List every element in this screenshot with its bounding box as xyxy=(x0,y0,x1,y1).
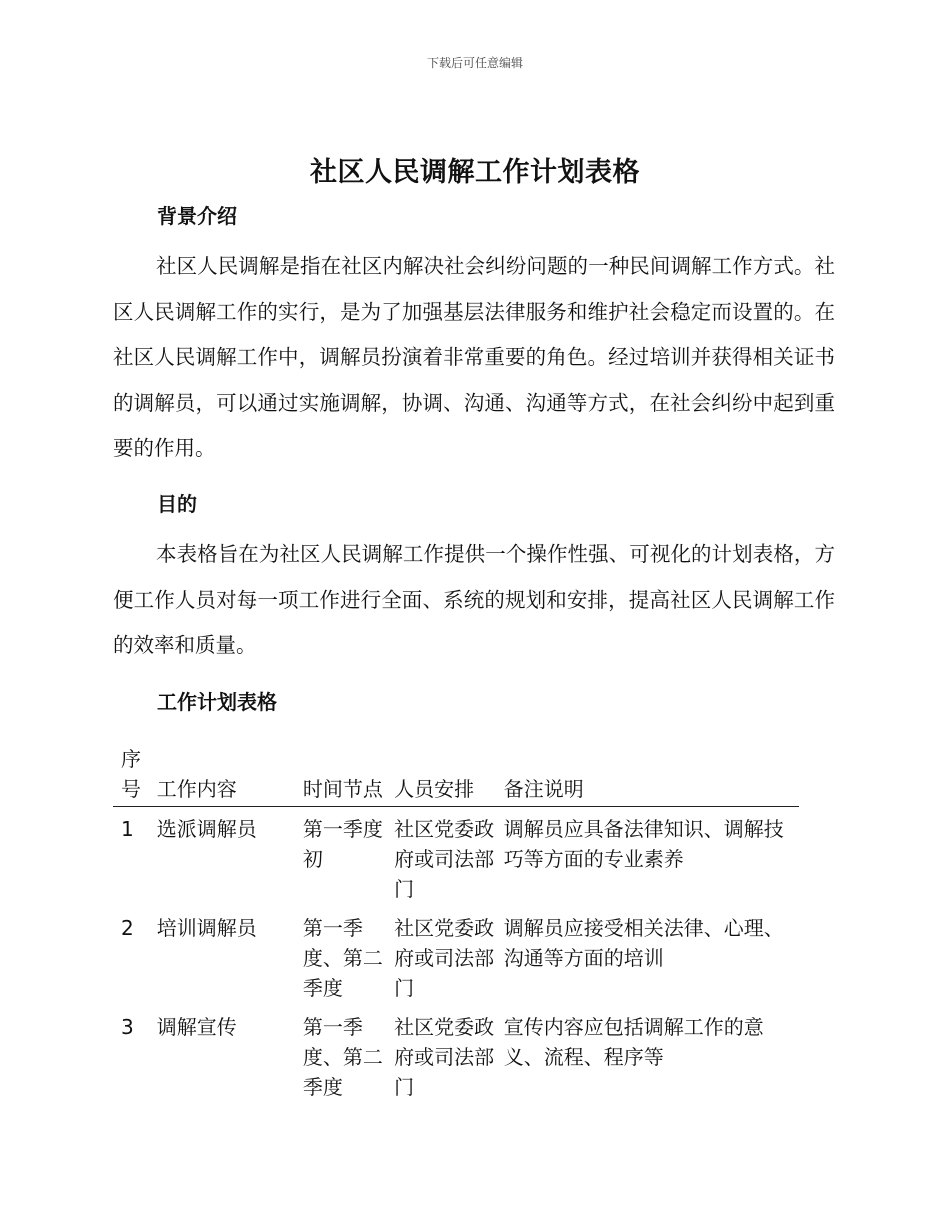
row-no: 2 xyxy=(121,916,134,940)
work-plan-table xyxy=(113,738,799,1104)
header-no: 序号 xyxy=(113,738,157,807)
row-time: 第一季度初 xyxy=(302,817,383,871)
table-header-row xyxy=(113,738,799,807)
document-title: 社区人民调解工作计划表格 xyxy=(310,157,640,188)
background-paragraph: 社区人民调解是指在社区内解决社会纠纷问题的一种民间调解工作方式。社区人民调解工作的实行，是为了加强基层法律服务和维护社会稳定而设置的。在社区人民调解工作中，调解员扮演着非常重要的角色。经过培训并获得相关证书的调解员，可以通过实施调解，协调、沟通、沟通等方式，在社会纠纷中起到重要的作用。 xyxy=(113,254,835,460)
header-note: 备注说明 xyxy=(504,738,799,807)
row-time: 第一季度、第二季度 xyxy=(302,916,383,1000)
row-no: 3 xyxy=(121,1015,134,1039)
row-note: 调解员应接受相关法律、心理、沟通等方面的培训 xyxy=(503,916,784,970)
header-item: 工作内容 xyxy=(157,738,303,807)
plan-heading: 工作计划表格 xyxy=(157,690,277,714)
header-note: 下载后可任意编辑 xyxy=(426,56,523,70)
row-item: 培训调解员 xyxy=(156,916,257,940)
row-staff: 社区党委政府或司法部门 xyxy=(394,916,495,1000)
purpose-heading: 目的 xyxy=(157,492,197,516)
row-note: 宣传内容应包括调解工作的意义、流程、程序等 xyxy=(503,1015,764,1069)
row-note: 调解员应具备法律知识、调解技巧等方面的专业素养 xyxy=(503,817,784,871)
row-staff: 社区党委政府或司法部门 xyxy=(394,817,495,901)
background-heading: 背景介绍 xyxy=(157,204,237,228)
row-staff: 社区党委政府或司法部门 xyxy=(394,1015,495,1099)
purpose-paragraph: 本表格旨在为社区人民调解工作提供一个操作性强、可视化的计划表格，方便工作人员对每一项工作进行全面、系统的规划和安排，提高社区人民调解工作的效率和质量。 xyxy=(113,542,835,657)
table-row xyxy=(113,807,799,907)
row-item: 选派调解员 xyxy=(156,817,257,841)
row-no: 1 xyxy=(121,817,134,841)
row-item: 调解宣传 xyxy=(156,1015,237,1039)
table-row xyxy=(113,1005,799,1104)
table-row xyxy=(113,906,799,1005)
row-time: 第一季度、第二季度 xyxy=(302,1015,383,1099)
header-time: 时间节点 xyxy=(303,738,394,807)
header-staff: 人员安排 xyxy=(394,738,504,807)
